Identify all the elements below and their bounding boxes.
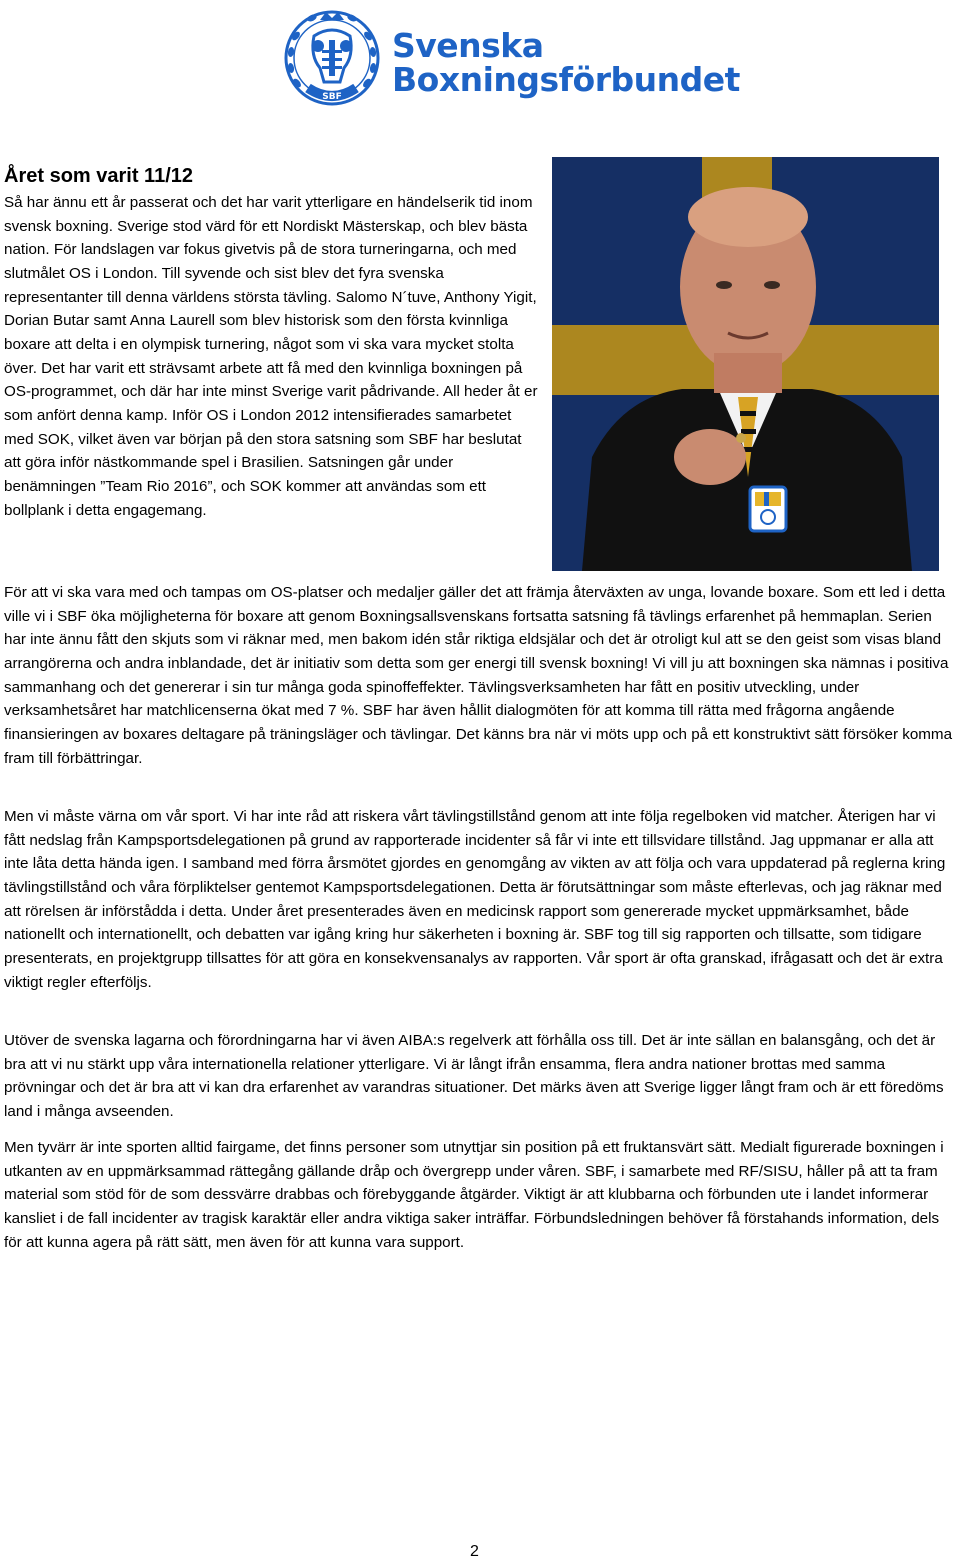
sbf-logo	[282, 6, 740, 112]
body-paragraph-4: Men tyvärr är inte sporten alltid fairgame, det finns personer som utnyttjar sin position på ett fruktansvärt sätt. Medialt figurerade boxningen i utkanten av en uppmärksammad rättegång gällande dråp och övergrepp under våren. SBF, i samarbete med RF/SISU, håller på att ta fram material som stöd för de som dessvärre drabbas och förebyggande åtgärder. Viktigt är att klubbarna och förbunden ute i landet informerar kansliet i de fall incidenter av tragisk karaktär eller andra viktiga saker inträffar. Förbundsledningen behöver få förstahands information, dels för att kunna agera på rätt sätt, men även för att kunna vara support.	[4, 1139, 944, 1251]
portrait-image	[552, 157, 939, 571]
body-paragraph-3: Utöver de svenska lagarna och förordningarna har vi även AIBA:s regelverk att förhålla oss till. Det är inte sällan en balansgång, och det är bra att vi nu stärkt upp våra internationella relationer ytterligare. Vi är långt ifrån ensamma, flera andra nationer brottas med samma prövningar och det är bra att vi kan dra erfarenhet av varandras situationer. Det märks även att Sverige ligger långt fram och är ett föredöms land i många avseenden.	[4, 1032, 944, 1120]
body-paragraph-1: För att vi ska vara med och tampas om OS-platser och medaljer gäller det att främja återväxten av unga, lovande boxare. Som ett led i detta ville vi i SBF öka möjligheterna för boxare att genom Boxningsallsvenskans fortsatta satsning få tävlings erfarenhet på hemmaplan. Serien har inte ännu fått den skjuts som vi räknar med, men bakom idén står riktiga eldsjälar och det är otroligt kul att se den geist som visas bland arrangörerna och andra inblandade, det är initiativ som detta som ger energi till svensk boxning! Vi vill ju att boxningen ska nämnas i positiva sammanhang och det genererar i sin tur många goda spinoffeffekter. Tävlingsverksamheten har fått en positiv utveckling, under verksamhetsåret har matchlicenserna ökat med 7 %. SBF har även hållit dialogmöten för att komma till rätta med frågorna angående finansieringen av boxares deltagare på träningsläger och tävlingar. Det känns bra när vi möts upp och på ett konstruktivt sätt försöker komma fram till förbättringar.	[4, 584, 953, 767]
logo-title-line2: Boxningsförbundet	[392, 60, 740, 99]
page-number: 2	[470, 1543, 479, 1560]
article-title: Året som varit 11/12	[4, 165, 193, 187]
intro-paragraph: Så har ännu ett år passerat och det har varit ytterligare en händelserik tid inom svensk boxning. Sverige stod värd för ett Nordiskt Mästerskap, och blev bästa nation. För landslagen var fokus givetvis på de stora turneringarna, och med slutmålet OS i London. Till syvende och sist blev det fyra svenska representanter till denna världens största tävling. Salomo N´tuve, Anthony Yigit, Dorian Butar samt Anna Laurell som blev historisk som den första kvinnliga boxare att delta i en olympisk turnering, något som vi ska vara mycket stolta över. Det har varit ett strävsamt arbete att få med den kvinnliga boxningen på OS-programmet, och där har inte minst Sverige varit pådrivande. All heder åt er som anfört denna kamp. Inför OS i London 2012 intensifierades samarbetet med SOK, vilket även var början på den stora satsning som SBF har beslutat att göra inför nästkommande spel i Brasilien. Satsningen går under benämningen ”Team Rio 2016”, och SOK kommer att användas som ett bollplank i detta engagemang.	[4, 194, 538, 519]
sbf-seal-icon	[282, 6, 382, 112]
seal-text: SBF	[322, 92, 342, 102]
logo-title-line1: Svenska	[392, 26, 544, 65]
portrait-photo	[552, 157, 939, 571]
body-paragraph-2: Men vi måste värna om vår sport. Vi har inte råd att riskera vårt tävlingstillstånd genom att inte följa regelboken vid matcher. Återigen har vi fått nedslag från Kampsportsdelegationen på grund av rapporterade incidenter så får vi inte ett tillsvidare tillstånd. Jag uppmanar er alla att inte låta detta hända igen. I samband med förra årsmötet gjordes en genomgång av vikten av att följa och vara uppdaterad på reglerna kring tävlingstillstånd och våra förpliktelser gentemot Kampsportsdelegationen. Detta är förutsättningar som måste efterlevas, och jag räknar med att rörelsen är införstådda i detta. Under året presenterades även en medicinsk rapport som genererade mycket uppmärksamhet, både nationellt och internationellt, och debatten var igång kring hur säkerheten i boxning är. SBF tog till sig rapporten och tillsatte, som tidigare presenterats, en projektgrupp tillsattes för att göra en konsekvensanalys av rapporten. Vår sport är ofta granskad, ifrågasatt och det är extra viktigt regler efterföljs.	[4, 808, 946, 991]
